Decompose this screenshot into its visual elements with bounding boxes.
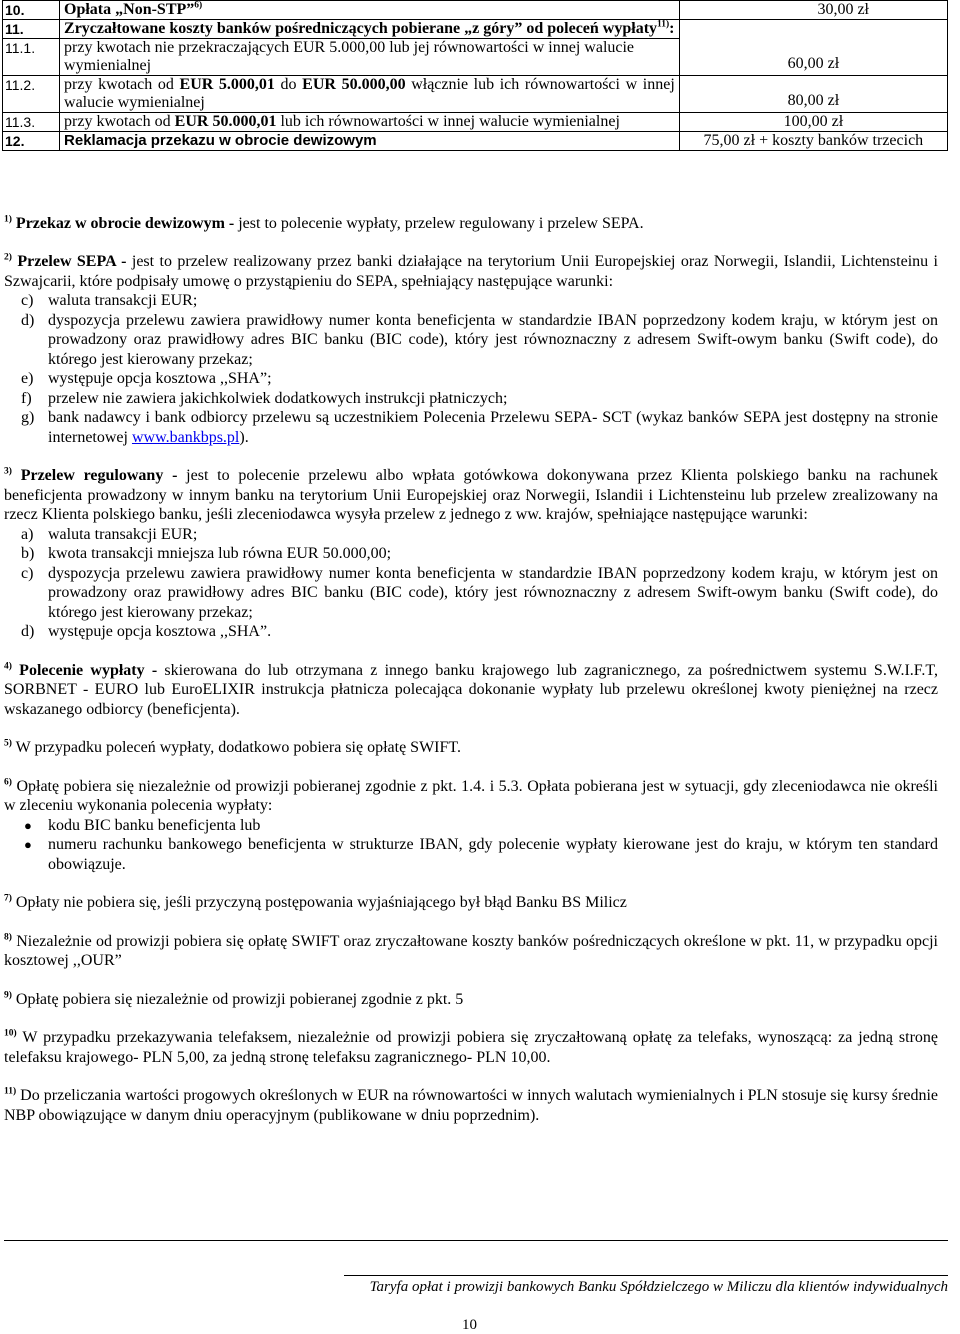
footnote-11: $^{11)}$ Do przeliczania wartości progowych określonych w EUR na równowartości w innych walutach wymienialnych i PLN stosuje się kursy średnie NBP obowiązujące w danym dniu operacyjnym (publikowane w dniu poprzednim).: [4, 1086, 938, 1124]
row-number: 11.2.: [3, 76, 60, 113]
list-item: d) dyspozycja przelewu zawiera prawidłowy numer konta beneficjenta w standardzie IBAN poprzedzony kodem kraju, w którym jest on prowadzony oraz prawidłowy adres BIC banku (BIC code), który jest równoznaczny z adresem Swift-owym banku (Swift code), do którego jest kierowany przekaz;: [21, 311, 938, 368]
row-description: Opłata „Non-STP”$^{6)}$: [60, 1, 680, 20]
row-number: 11.: [3, 20, 60, 39]
footnote-7: $^{7)}$ Opłaty nie pobiera się, jeśli przyczyną postępowania wyjaśniającego był błąd Banku BS Milicz: [4, 893, 627, 911]
table-row: [3, 39, 948, 76]
footnote-8: $^{8)}$ Niezależnie od prowizji pobiera się opłatę SWIFT oraz zryczałtowane koszty banków pośredniczących określone w pkt. 11, w przypadku opcji kosztowej ,,OUR”: [4, 932, 938, 969]
table-row: [3, 132, 948, 151]
list-item: b) kwota transakcji mniejsza lub równa EUR 50.000,00;: [21, 545, 392, 562]
row-description: Reklamacja przekazu w obrocie dewizowym: [60, 132, 680, 151]
footnote-2: $^{2)}$ Przelew SEPA - jest to przelew realizowany przez banki działające na terytorium Unii Europejskiej oraz Norwegii, Islandii, Lichtensteinu i Szwajcarii, które podpisały umowę o przystąpieniu do SEPA, spełniający następujące warunki: c) waluta transakcji EUR; d) dyspozycja przelewu zawiera prawidłowy numer konta beneficjenta w standardzie IBAN poprzedzony kodem kraju, w którym jest on prowadzony oraz prawidłowy adres BIC banku (BIC code), który jest równoznaczny z adresem Swift-owym banku (Swift code), do którego jest kierowany przekaz; e) występuje opcja kosztowa ,,SHA”; f) przelew nie zawiera jakichkolwiek dodatkowych instrukcji płatniczych; g) bank nadawcy i bank odbiorcy przelewu są uczestnikiem Polecenia Przelewu SEPA- SCT (wykaz banków SEPA jest dostępny na stronie internetowej www.bankbps.pl).: [4, 252, 938, 446]
footer-divider: [344, 1275, 948, 1276]
row-description: przy kwotach od EUR 5.000,01 do EUR 50.000,00 włącznie lub ich równowartości w innej walucie wymienialnej: [60, 76, 680, 113]
footnote-1: $^{1)}$ Przekaz w obrocie dewizowym - jest to polecenie wypłaty, przelew regulowany i przelew SEPA.: [4, 214, 644, 232]
table-row: [3, 113, 948, 132]
footnote-4: $^{4)}$ Polecenie wypłaty - skierowana do lub otrzymana z innego banku krajowego lub zagranicznego, za pośrednictwem systemu S.W.I.F.T, SORBNET - EURO lub EuroELIXIR instrukcja płatnicza polecająca dokonanie wypłaty lub przelewu określonej kwoty pieniężnej na rzecz wskazanego odbiorcy (beneficjenta).: [4, 661, 938, 718]
row-number: 10.: [3, 1, 60, 20]
list-item: g) bank nadawcy i bank odbiorcy przelewu są uczestnikiem Polecenia Przelewu SEPA- SCT (wykaz banków SEPA jest dostępny na stronie internetowej www.bankbps.pl).: [21, 409, 938, 446]
list-item: c) waluta transakcji EUR;: [21, 292, 198, 309]
list-item: ● kodu BIC banku beneficjenta lub: [24, 816, 261, 834]
footnote-10: $^{10)}$ W przypadku przekazywania telefaksem, niezależnie od prowizji pobiera się zryczałtowaną opłatę za telefaks, wynoszącą: za jedną stronę telefaksu krajowego- PLN 5,00, za jedną stronę telefaksu zagranicznego- PLN 10,00.: [4, 1028, 938, 1066]
row-description: przy kwotach od EUR 50.000,01 lub ich równowartości w innej walucie wymienialnej: [60, 113, 680, 132]
list-item: f) przelew nie zawiera jakichkolwiek dodatkowych instrukcji płatniczych;: [21, 389, 508, 407]
footnote-5: $^{5)}$ W przypadku poleceń wypłaty, dodatkowo pobiera się opłatę SWIFT.: [4, 738, 461, 756]
row-value: 80,00 zł: [679, 76, 947, 113]
fee-table: [2, 0, 948, 151]
row-value: 100,00 zł: [679, 113, 947, 132]
row-value: [679, 20, 947, 39]
row-value: 75,00 zł + koszty banków trzecich: [679, 132, 947, 151]
row-description: Zryczałtowane koszty banków pośredniczących pobierane „z góry” od poleceń wypłaty$^{11)}$:: [60, 20, 680, 39]
footnote-6: $^{6)}$ Opłatę pobiera się niezależnie od prowizji pobieranej zgodnie z pkt. 1.4. i 5.3. Opłata pobierana jest w sytuacji, gdy zleceniodawca nie określi w zleceniu wykonania polecenia wypłaty: ● kodu BIC banku beneficjenta lub ● numeru rachunku bankowego beneficjenta w strukturze IBAN, gdy polecenie wypłaty kierowane jest do kraju, w którym ten standard obowiązuje.: [4, 777, 938, 873]
row-number: 12.: [3, 132, 60, 151]
row-description: przy kwotach nie przekraczających EUR 5.000,00 lub jej równowartości w innej walucie wymienialnej: [60, 39, 680, 76]
list-item: e) występuje opcja kosztowa ,,SHA”;: [21, 370, 272, 387]
footer-title: Taryfa opłat i prowizji bankowych Banku Spółdzielczego w Miliczu dla klientów indywidualnych: [369, 1279, 948, 1295]
row-value: 60,00 zł: [679, 39, 947, 76]
footnotes: [4, 252, 938, 1144]
table-row: [3, 20, 948, 39]
list-item: a) waluta transakcji EUR;: [21, 525, 198, 543]
footnote-3: $^{3)}$ Przelew regulowany - jest to polecenie przelewu albo wpłata gotówkowa dokonywana przez Klienta polskiego banku na rachunek beneficjenta prowadzony w innym banku na terytorium Unii Europejskiej oraz Norwegii, Islandii i Lichtensteinu lub przelew zrealizowany na rzecz Klienta polskiego banku, jeśli zleceniodawca wysyła przelew z jednego z ww. krajów, spełniające następujące warunki: a) waluta transakcji EUR; b) kwota transakcji mniejsza lub równa EUR 50.000,00; c) dyspozycja przelewu zawiera prawidłowy numer konta beneficjenta w standardzie IBAN poprzedzony kodem kraju, w którym jest on prowadzony oraz prawidłowy adres BIC banku (BIC code), który jest równoznaczny z adresem Swift-owym banku (Swift code), do którego jest kierowany przekaz; d) występuje opcja kosztowa ,,SHA”.: [4, 466, 939, 640]
page-number: 10: [462, 1317, 477, 1333]
row-number: 11.3.: [3, 113, 60, 132]
list-item: ● numeru rachunku bankowego beneficjenta w strukturze IBAN, gdy polecenie wypłaty kierowane jest do kraju, w którym ten standard obowiązuje.: [24, 836, 938, 873]
table-row: [3, 1, 948, 20]
row-value: 30,00 zł: [679, 1, 947, 20]
table-row: [3, 76, 948, 113]
row-number: 11.1.: [3, 39, 60, 76]
bank-link[interactable]: www.bankbps.pl: [131, 428, 240, 446]
divider: [4, 1240, 948, 1241]
footnote-9: $^{9)}$ Opłatę pobiera się niezależnie od prowizji pobieranej zgodnie z pkt. 5: [4, 990, 464, 1008]
list-item: d) występuje opcja kosztowa ,,SHA”.: [21, 623, 272, 640]
list-item: c) dyspozycja przelewu zawiera prawidłowy numer konta beneficjenta w standardzie IBAN poprzedzony kodem kraju, w którym jest on prowadzony oraz prawidłowy adres BIC banku (BIC code), który jest równoznaczny z adresem Swift-owym banku (Swift code), do którego jest kierowany przekaz;: [21, 564, 938, 621]
